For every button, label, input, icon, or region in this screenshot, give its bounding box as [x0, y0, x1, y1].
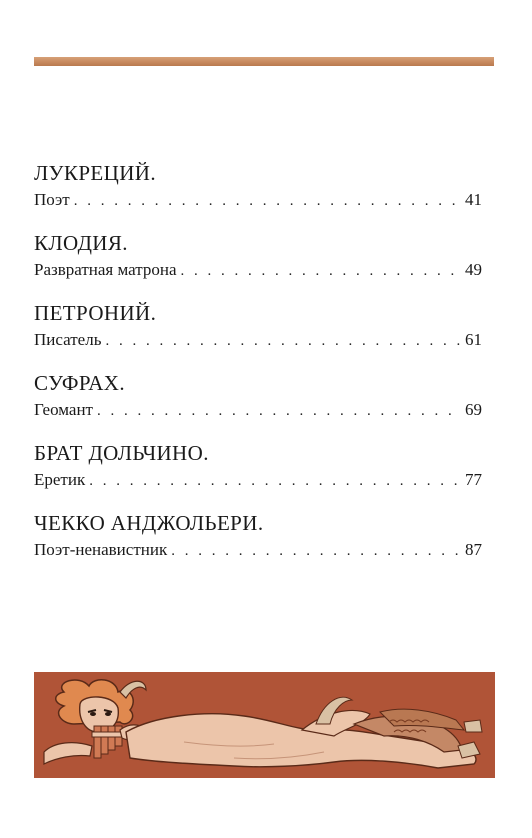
- dot-leader: [181, 259, 461, 283]
- dot-leader: [105, 329, 461, 353]
- table-of-contents: [34, 160, 482, 580]
- entry-page-number: 61: [465, 330, 482, 349]
- toc-entry[interactable]: [34, 440, 482, 510]
- entry-line: [34, 258, 482, 283]
- entry-name: ПЕТРОНИЙ.: [34, 301, 157, 325]
- toc-entry[interactable]: [34, 300, 482, 370]
- entry-role: Геомант: [34, 400, 93, 419]
- entry-line: [34, 538, 482, 563]
- entry-role: Еретик: [34, 470, 86, 489]
- entry-name: ЧЕККО АНДЖОЛЬЕРИ.: [34, 511, 264, 535]
- reclining-satyr-image: [34, 672, 495, 778]
- entry-name: СУФРАХ.: [34, 371, 126, 395]
- toc-entry[interactable]: [34, 370, 482, 440]
- entry-line: [34, 188, 482, 213]
- entry-name: БРАТ ДОЛЬЧИНО.: [34, 441, 209, 465]
- entry-line: [34, 328, 482, 353]
- dot-leader: [171, 539, 461, 563]
- toc-entry[interactable]: [34, 230, 482, 300]
- entry-line: [34, 398, 482, 423]
- toc-entry[interactable]: [34, 160, 482, 230]
- entry-page-number: 41: [465, 190, 482, 209]
- entry-role: Поэт-ненавистник: [34, 540, 168, 559]
- entry-page-number: 49: [465, 260, 482, 279]
- dot-leader: [89, 469, 461, 493]
- entry-page-number: 69: [465, 400, 482, 419]
- entry-role: Писатель: [34, 330, 102, 349]
- entry-name: ЛУКРЕЦИЙ.: [34, 161, 156, 185]
- entry-name: КЛОДИЯ.: [34, 231, 128, 255]
- entry-page-number: 77: [465, 470, 482, 489]
- satyr-illustration-panel: [34, 672, 495, 778]
- entry-line: [34, 468, 482, 493]
- entry-role: Развратная матрона: [34, 260, 177, 279]
- dot-leader: [97, 399, 461, 423]
- dot-leader: [74, 189, 461, 213]
- toc-entry[interactable]: [34, 510, 482, 580]
- top-decorative-rule: [34, 57, 494, 66]
- entry-page-number: 87: [465, 540, 482, 559]
- entry-role: Поэт: [34, 190, 70, 209]
